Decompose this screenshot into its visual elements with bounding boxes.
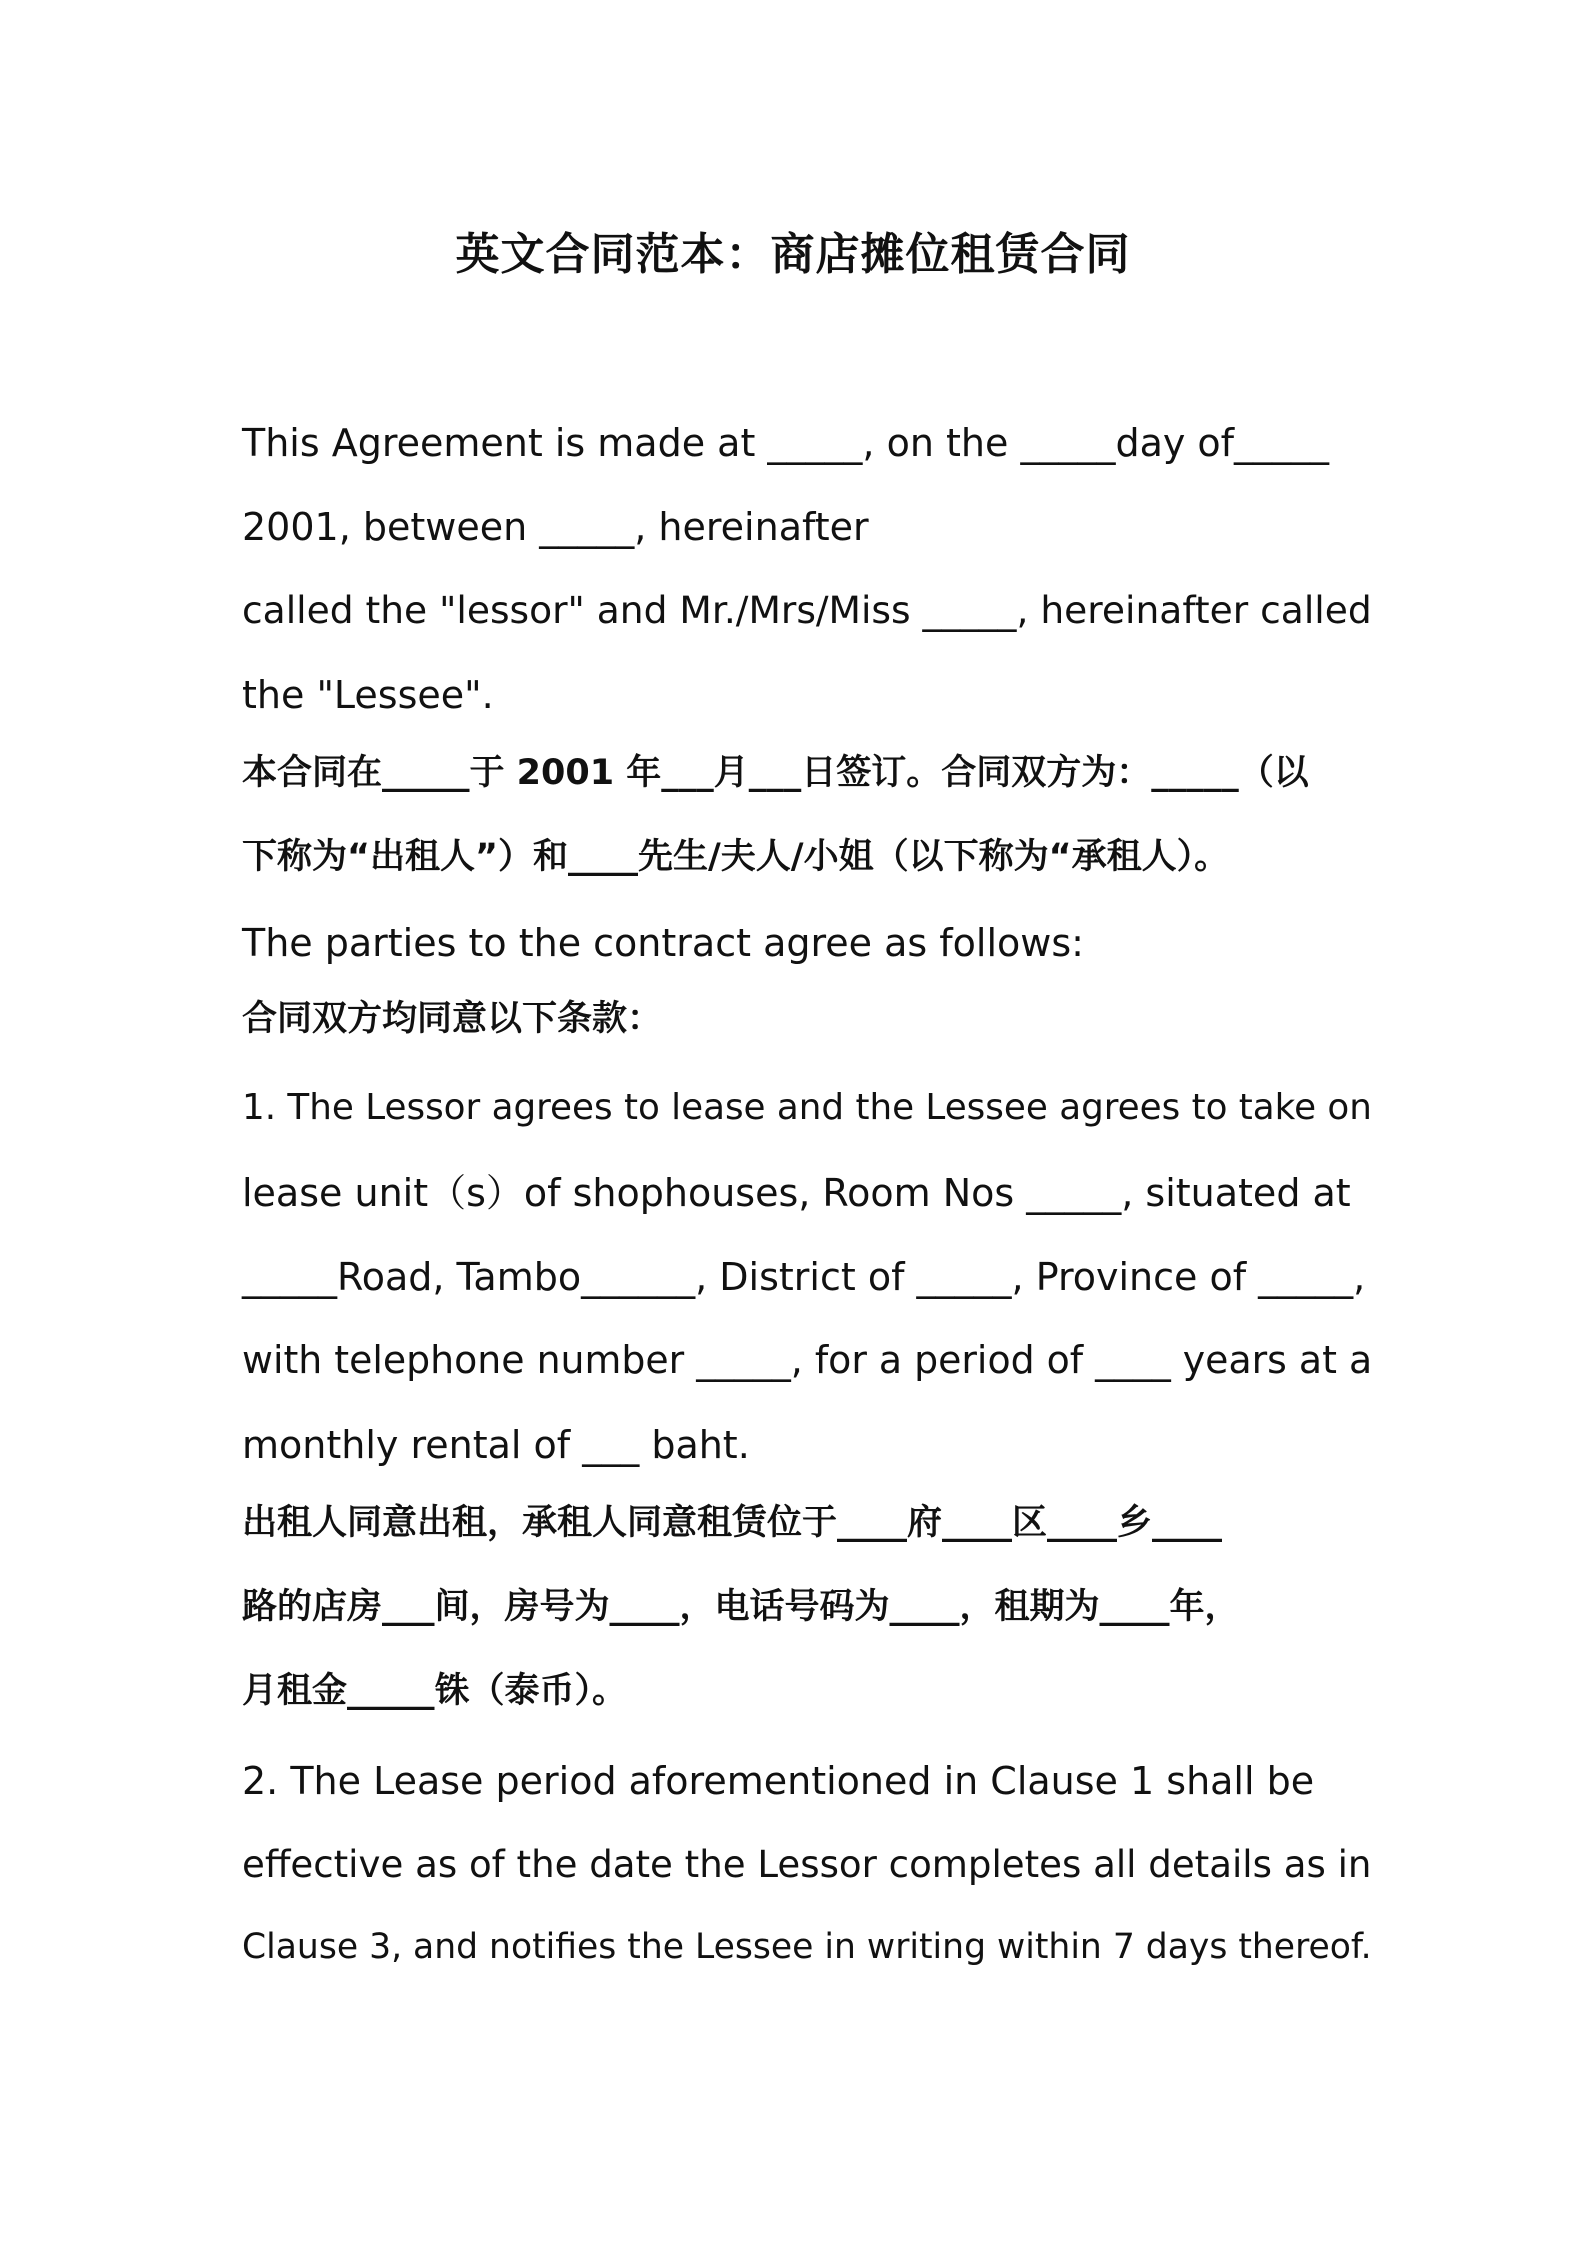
paragraph-line-zh: 出租人同意出租，承租人同意租赁位于____府____区____乡____	[242, 1503, 1223, 1543]
paragraph-line: This Agreement is made at _____, on the _____day of_____	[242, 421, 1330, 465]
paragraph-line-zh: 合同双方均同意以下条款：	[242, 999, 663, 1039]
paragraph-line: monthly rental of ___ baht.	[242, 1423, 750, 1467]
paragraph-line: effective as of the date the Lessor completes all details as in	[242, 1843, 1372, 1886]
paragraph-line: with telephone number _____, for a period of ____ years at a	[242, 1338, 1373, 1382]
paragraph-line: 1. The Lessor agrees to lease and the Lessee agrees to take on	[242, 1087, 1372, 1128]
paragraph-line: lease unit（s）of shophouses, Room Nos _____, situated at	[242, 1171, 1351, 1215]
paragraph-line-zh: 路的店房___间，房号为____，电话号码为____，租期为____年，	[242, 1587, 1240, 1627]
paragraph-line: The parties to the contract agree as follows:	[242, 921, 1084, 965]
document-title: 英文合同范本：商店摊位租赁合同	[455, 229, 1131, 280]
paragraph-line-zh: 下称为“出租人”）和____先生/夫人/小姐（以下称为“承租人）。	[242, 837, 1230, 877]
paragraph-line: 2001, between _____, hereinafter	[242, 505, 869, 549]
paragraph-line: called the "lessor" and Mr./Mrs/Miss _____, hereinafter called	[242, 588, 1372, 632]
paragraph-line: the "Lessee".	[242, 673, 494, 717]
paragraph-line: _____Road, Tambo______, District of _____, Province of _____,	[242, 1255, 1366, 1299]
paragraph-line-zh: 本合同在_____于 2001 年___月___日签订。合同双方为：_____（以	[242, 753, 1309, 793]
paragraph-line-zh: 月租金_____铢（泰币）。	[242, 1671, 628, 1711]
paragraph-line: 2. The Lease period aforementioned in Clause 1 shall be	[242, 1759, 1315, 1803]
paragraph-line: Clause 3, and notifies the Lessee in writing within 7 days thereof.	[242, 1927, 1372, 1967]
